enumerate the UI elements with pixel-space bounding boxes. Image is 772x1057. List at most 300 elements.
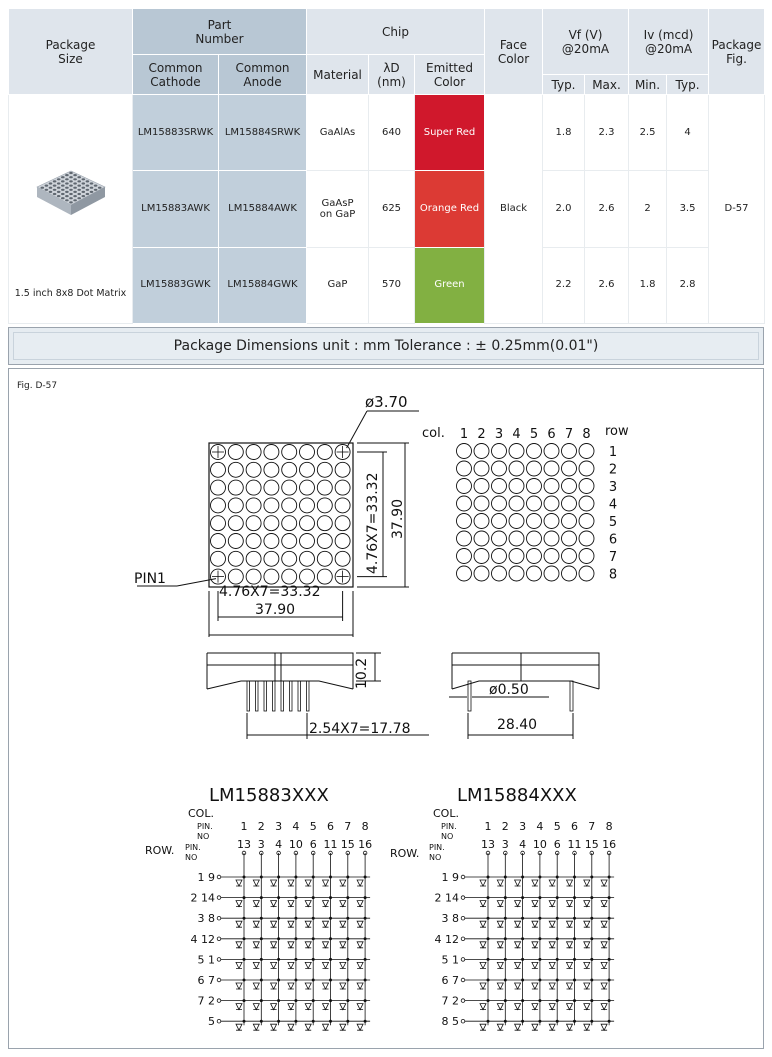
junction [573, 958, 576, 961]
led-symbol [357, 1004, 363, 1010]
schem-row-label: 2 14 [434, 891, 459, 905]
package-dot [61, 176, 65, 178]
led-symbol [532, 962, 538, 968]
led-symbol [253, 962, 259, 968]
pinout-dot [509, 461, 524, 476]
led-symbol [288, 983, 294, 989]
led-dot [300, 445, 315, 460]
junction [521, 876, 524, 879]
pin-dia-label: ø0.50 [489, 682, 529, 698]
emitted-color-cell: Green [415, 247, 485, 323]
junction [312, 896, 315, 899]
terminal [217, 896, 221, 900]
terminal [461, 1019, 465, 1023]
junction [504, 999, 507, 1002]
emitted-color-cell: Super Red [415, 95, 485, 171]
package-dot [82, 187, 86, 189]
package-dot [41, 187, 45, 189]
led-symbol [549, 962, 555, 968]
vf-typ-cell: 2.0 [543, 171, 585, 247]
package-dot [82, 182, 86, 184]
junction [364, 876, 367, 879]
iv-typ-cell: 4 [667, 95, 709, 171]
package-dot [82, 191, 86, 193]
led-symbol [288, 880, 294, 886]
junction [346, 1020, 349, 1023]
led-symbol [236, 921, 242, 927]
dimensions-title: Package Dimensions unit : mm Tolerance : ± 0.25mm(0.01") [173, 338, 599, 354]
led-symbol [340, 921, 346, 927]
junction [573, 1020, 576, 1023]
pinout-dot [509, 496, 524, 511]
led-dot [246, 551, 261, 566]
schem-no-label: NO [441, 832, 454, 841]
schem-row-label: 4 12 [190, 932, 215, 946]
junction [556, 917, 559, 920]
schem-pin-label: PIN. [429, 843, 445, 852]
led-symbol [515, 1004, 521, 1010]
junction [364, 979, 367, 982]
junction [364, 999, 367, 1002]
iv-typ-cell: 3.5 [667, 171, 709, 247]
led-symbol [340, 983, 346, 989]
side-height-label: 10.2 [354, 657, 370, 689]
junction [487, 958, 490, 961]
junction [556, 876, 559, 879]
pinout-dot [457, 514, 472, 529]
led-symbol [567, 962, 573, 968]
package-dot [49, 187, 53, 189]
cathode-title: LM15883XXX [209, 785, 329, 806]
junction [346, 876, 349, 879]
pinout-dot [527, 444, 542, 459]
vf-typ-cell: 2.2 [543, 247, 585, 323]
led-dot [264, 445, 279, 460]
led-dot [264, 516, 279, 531]
package-dot [94, 185, 98, 187]
package-dot [90, 182, 94, 184]
junction [608, 958, 611, 961]
package-dot [73, 187, 77, 189]
led-dot [264, 462, 279, 477]
pinout-dot [562, 514, 577, 529]
pinout-row-number: 8 [608, 567, 618, 583]
pinout-dot [474, 566, 489, 581]
junction [294, 958, 297, 961]
iv-min-cell: 1.8 [629, 247, 667, 323]
package-dot [61, 189, 65, 191]
package-dot [69, 193, 73, 195]
pinout-dot [562, 531, 577, 546]
lambda-cell: 570 [369, 247, 415, 323]
pinout-dot [579, 461, 594, 476]
junction [260, 999, 263, 1002]
schem-col-number: 1 [484, 820, 492, 833]
led-dot [282, 445, 297, 460]
led-symbol [549, 1004, 555, 1010]
spec-table [8, 8, 765, 324]
led-dot [300, 462, 315, 477]
led-symbol [584, 880, 590, 886]
led-symbol [357, 983, 363, 989]
led-dot [264, 498, 279, 513]
led-dot [246, 445, 261, 460]
terminal [461, 958, 465, 962]
led-dot [335, 498, 350, 513]
schem-col-pin: 15 [340, 838, 355, 851]
led-symbol [497, 880, 503, 886]
schem-col-pin: 10 [288, 838, 303, 851]
junction [277, 958, 280, 961]
schem-pin-label: PIN. [197, 822, 213, 831]
pinout-dot [457, 566, 472, 581]
led-symbol [567, 1024, 573, 1030]
terminal [461, 978, 465, 982]
junction [294, 917, 297, 920]
led-symbol [584, 921, 590, 927]
schem-col-pin: 13 [237, 838, 251, 851]
led-symbol [288, 921, 294, 927]
package-dot [77, 180, 81, 182]
junction [608, 876, 611, 879]
schem-row-label: 4 12 [434, 932, 459, 946]
led-symbol [601, 901, 607, 907]
junction [243, 999, 246, 1002]
pinout-row-number: 6 [608, 532, 618, 548]
junction [487, 999, 490, 1002]
junction [277, 1020, 280, 1023]
pin [570, 681, 573, 711]
led-symbol [271, 880, 277, 886]
schem-col-pin: 6 [309, 838, 317, 851]
led-dot [211, 462, 226, 477]
led-symbol [584, 983, 590, 989]
pin [264, 681, 267, 711]
schem-col-number: 5 [553, 820, 561, 833]
junction [538, 896, 541, 899]
junction [260, 917, 263, 920]
package-dot [77, 197, 81, 199]
led-symbol [497, 1004, 503, 1010]
junction [294, 1020, 297, 1023]
led-dot [228, 534, 243, 549]
package-dot [77, 193, 81, 195]
led-symbol [584, 962, 590, 968]
led-dot [264, 569, 279, 584]
package-dot [65, 191, 69, 193]
led-symbol [601, 983, 607, 989]
pinout-dot [509, 566, 524, 581]
pinout-dot [509, 479, 524, 494]
vf-max-cell: 2.6 [585, 247, 629, 323]
led-symbol [271, 1024, 277, 1030]
pinout-dot [527, 514, 542, 529]
pinout-dot [474, 531, 489, 546]
junction [329, 958, 332, 961]
led-symbol [253, 921, 259, 927]
led-dot [317, 516, 332, 531]
schem-row-label: 8 5 [441, 1015, 459, 1029]
led-symbol [236, 1004, 242, 1010]
pinout-dot [544, 479, 559, 494]
led-symbol [323, 962, 329, 968]
junction [260, 958, 263, 961]
led-symbol [288, 901, 294, 907]
junction [277, 999, 280, 1002]
package-dot [65, 187, 69, 189]
pinout-dot [492, 461, 507, 476]
led-symbol [323, 921, 329, 927]
header-package-size: Package Size [9, 9, 133, 95]
junction [487, 896, 490, 899]
led-dot [211, 498, 226, 513]
junction [312, 999, 315, 1002]
junction [312, 1020, 315, 1023]
led-symbol [532, 1004, 538, 1010]
led-dot [246, 498, 261, 513]
pinout-dot [509, 514, 524, 529]
package-dot [49, 191, 53, 193]
schem-col-number: 8 [361, 820, 369, 833]
package-dot [90, 191, 94, 193]
pinout-dot [562, 461, 577, 476]
led-dot [335, 551, 350, 566]
schem-col-pin: 16 [602, 838, 617, 851]
junction [590, 937, 593, 940]
led-dot [228, 462, 243, 477]
junction [538, 1020, 541, 1023]
terminal [217, 978, 221, 982]
led-symbol [601, 942, 607, 948]
dimensions-bar [8, 327, 764, 365]
led-symbol [305, 942, 311, 948]
schem-col-pin: 3 [257, 838, 265, 851]
schem-no-label: NO [185, 853, 198, 862]
junction [590, 979, 593, 982]
led-symbol [357, 942, 363, 948]
junction [573, 979, 576, 982]
led-dot [282, 498, 297, 513]
pinout-dot [544, 496, 559, 511]
junction [243, 958, 246, 961]
led-symbol [532, 942, 538, 948]
junction [243, 1020, 246, 1023]
led-dot [228, 445, 243, 460]
drawing-frame [8, 368, 764, 1049]
package-dot [49, 182, 53, 184]
led-symbol [357, 880, 363, 886]
package-dot [73, 174, 77, 176]
package-dot [82, 178, 86, 180]
led-dot [246, 516, 261, 531]
package-dot [69, 197, 73, 199]
package-dot [65, 182, 69, 184]
anode-part: LM15884GWK [219, 247, 307, 323]
led-symbol [532, 880, 538, 886]
package-dot [61, 197, 65, 199]
package-dot [57, 191, 61, 193]
junction [521, 979, 524, 982]
junction [538, 958, 541, 961]
junction [277, 979, 280, 982]
junction [487, 937, 490, 940]
header-iv: Iv (mcd) @20mA [629, 9, 709, 75]
pinout-dot [544, 531, 559, 546]
pinout-dot [474, 549, 489, 564]
led-symbol [584, 1004, 590, 1010]
led-symbol [305, 962, 311, 968]
row-label: row [605, 424, 629, 439]
led-symbol [515, 921, 521, 927]
junction [312, 876, 315, 879]
junction [364, 958, 367, 961]
junction [556, 958, 559, 961]
side-view-body [207, 653, 353, 689]
junction [504, 937, 507, 940]
junction [329, 999, 332, 1002]
led-dot [335, 480, 350, 495]
pinout-col-number: 4 [512, 427, 521, 442]
junction [346, 917, 349, 920]
junction [573, 876, 576, 879]
led-symbol [515, 1024, 521, 1030]
junction [487, 917, 490, 920]
led-symbol [497, 921, 503, 927]
led-dot [300, 480, 315, 495]
junction [504, 979, 507, 982]
schem-col-number: 8 [605, 820, 613, 833]
pinout-dot [579, 496, 594, 511]
cathode-part: LM15883SRWK [133, 95, 219, 171]
pin [468, 681, 471, 711]
junction [243, 896, 246, 899]
junction [243, 979, 246, 982]
package-dot [45, 185, 49, 187]
package-dot [77, 176, 81, 178]
dia-label: ø3.70 [365, 393, 408, 411]
package-dot [77, 189, 81, 191]
package-dot [45, 189, 49, 191]
schem-row-label: 5 [208, 1015, 215, 1029]
schem-col-number: 7 [588, 820, 596, 833]
led-symbol [532, 1024, 538, 1030]
led-symbol [567, 880, 573, 886]
junction [487, 979, 490, 982]
junction [277, 917, 280, 920]
junction [556, 979, 559, 982]
package-dot [98, 187, 102, 189]
package-dot [53, 189, 57, 191]
pinout-dot [457, 479, 472, 494]
led-symbol [236, 962, 242, 968]
junction [364, 917, 367, 920]
led-symbol [532, 921, 538, 927]
junction [538, 979, 541, 982]
junction [312, 979, 315, 982]
led-symbol [497, 1024, 503, 1030]
led-symbol [253, 1004, 259, 1010]
junction [538, 876, 541, 879]
led-symbol [480, 880, 486, 886]
led-symbol [253, 1024, 259, 1030]
header-chip: Chip [307, 9, 485, 55]
pinout-row-number: 4 [608, 497, 618, 513]
led-symbol [305, 880, 311, 886]
height-v-label: 37.90 [390, 498, 406, 539]
package-dot [61, 193, 65, 195]
pinout-dot [457, 444, 472, 459]
junction [538, 999, 541, 1002]
led-symbol [323, 1024, 329, 1030]
schem-col-number: 2 [257, 820, 265, 833]
schem-row-label: 2 14 [190, 891, 215, 905]
pinout-dot [527, 566, 542, 581]
led-dot [300, 569, 315, 584]
junction [538, 937, 541, 940]
junction [364, 937, 367, 940]
pinout-dot [492, 566, 507, 581]
pinout-row-number: 1 [608, 445, 618, 460]
led-dot [211, 516, 226, 531]
schem-row-label: ROW. [390, 847, 420, 860]
pinout-dot [527, 549, 542, 564]
schem-col-pin: 3 [501, 838, 509, 851]
junction [312, 937, 315, 940]
junction [294, 979, 297, 982]
junction [608, 999, 611, 1002]
led-symbol [515, 901, 521, 907]
led-symbol [497, 983, 503, 989]
header-material: Material [307, 55, 369, 95]
junction [294, 896, 297, 899]
header-vf-max: Max. [585, 75, 629, 95]
schem-row-label: ROW. [145, 844, 175, 857]
pinout-dot [492, 531, 507, 546]
package-dot [65, 195, 69, 197]
package-dot [73, 182, 77, 184]
schem-row-label: 5 1 [197, 953, 215, 967]
junction [504, 958, 507, 961]
junction [312, 917, 315, 920]
header-lambda: λD (nm) [369, 55, 415, 95]
pinout-dot [527, 496, 542, 511]
led-symbol [340, 942, 346, 948]
terminal [217, 1019, 221, 1023]
led-dot [228, 569, 243, 584]
material-cell: GaAsP on GaP [307, 171, 369, 247]
led-dot [282, 516, 297, 531]
led-dot [282, 534, 297, 549]
led-dot [317, 551, 332, 566]
junction [608, 896, 611, 899]
pinout-dot [492, 549, 507, 564]
pinout-dot [562, 549, 577, 564]
pinout-dot [509, 444, 524, 459]
pinout-dot [474, 514, 489, 529]
package-dot [69, 189, 73, 191]
junction [329, 876, 332, 879]
package-dot [61, 180, 65, 182]
width-h-label: 37.90 [255, 602, 296, 618]
pinout-dot [474, 479, 489, 494]
pinout-dot [492, 514, 507, 529]
led-symbol [549, 880, 555, 886]
junction [277, 937, 280, 940]
junction [608, 917, 611, 920]
terminal [461, 875, 465, 879]
pinout-row-number: 3 [608, 480, 618, 495]
led-symbol [271, 901, 277, 907]
